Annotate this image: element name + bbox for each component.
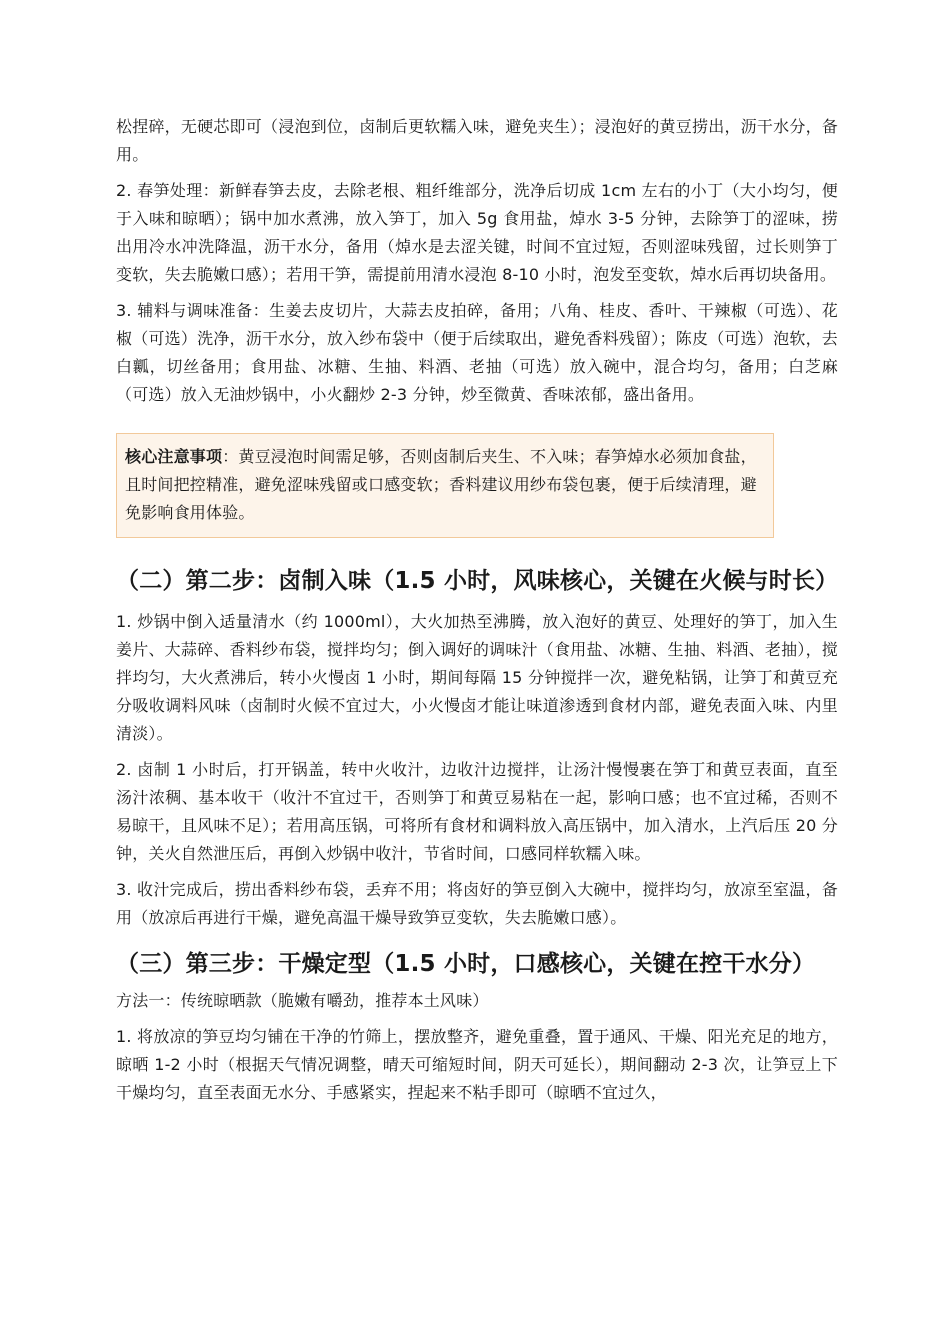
method-one-label: 方法一：传统晾晒款（脆嫩有嚼劲，推荐本土风味） bbox=[116, 991, 489, 1010]
section-2-step-3: 3. 收汁完成后，捞出香料纱布袋，丢弃不用；将卤好的笋豆倒入大碗中，搅拌均匀，放凉至室温，备用（放凉后再进行干燥，避免高温干燥导致笋豆变软，失去脆嫩口感）。 bbox=[116, 880, 838, 927]
paragraph-seasoning-prep: 3. 辅料与调味准备：生姜去皮切片，大蒜去皮拍碎，备用；八角、桂皮、香叶、干辣椒（可选）、花椒（可选）洗净，沥干水分，放入纱布袋中（便于后续取出，避免香料残留）；陈皮（可选）泡软，去白瓤，切丝备用；食用盐、冰糖、生抽、料酒、老抽（可选）放入碗中，混合均匀，备用；白芝麻（可选）放入无油炒锅中，小火翻炒 2-3 分钟，炒至微黄、香味浓郁，盛出备用。 bbox=[116, 301, 838, 404]
key-notes-text: ：黄豆浸泡时间需足够，否则卤制后夹生、不入味；春笋焯水必须加食盐，且时间把控精准，避免涩味残留或口感变软；香料建议用纱布袋包裹，便于后续清理，避免影响食用体验。 bbox=[125, 447, 757, 522]
section-2-step-2: 2. 卤制 1 小时后，打开锅盖，转中火收汁，边收汁边搅拌，让汤汁慢慢裹在笋丁和黄豆表面，直至汤汁浓稠、基本收干（收汁不宜过干，否则笋丁和黄豆易粘在一起，影响口感；也不宜过稀，否则不易晾干，且风味不足）；若用高压锅，可将所有食材和调料放入高压锅中，加入清水，上汽后压 20 分钟，关火自然泄压后，再倒入炒锅中收汁，节省时间，口感同样软糯入味。 bbox=[116, 760, 838, 863]
section-3-step-1: 1. 将放凉的笋豆均匀铺在干净的竹筛上，摆放整齐，避免重叠，置于通风、干燥、阳光充足的地方，晾晒 1-2 小时（根据天气情况调整，晴天可缩短时间，阴天可延长），期间翻动 2-3 次，让笋豆上下干燥均匀，直至表面无水分、手感紧实，捏起来不粘手即可（晾晒不宜过久， bbox=[116, 1027, 838, 1102]
section-2-heading: （二）第二步：卤制入味（1.5 小时，风味核心，关键在火候与时长） bbox=[116, 568, 839, 594]
section-2-step-1: 1. 炒锅中倒入适量清水（约 1000ml），大火加热至沸腾，放入泡好的黄豆、处理好的笋丁，加入生姜片、大蒜碎、香料纱布袋，搅拌均匀；倒入调好的调味汁（食用盐、冰糖、生抽、料酒、老抽），搅拌均匀，大火煮沸后，转小火慢卤 1 小时，期间每隔 15 分钟搅拌一次，避免粘锅，让笋丁和黄豆充分吸收调料风味（卤制时火候不宜过大，小火慢卤才能让味道渗透到食材内部，避免表面入味、内里清淡）。 bbox=[116, 612, 838, 743]
paragraph-bamboo-shoot-prep: 2. 春笋处理：新鲜春笋去皮，去除老根、粗纤维部分，洗净后切成 1cm 左右的小丁（大小均匀，便于入味和晾晒）；锅中加水煮沸，放入笋丁，加入 5g 食用盐，焯水 3-5 分钟，去除笋丁的涩味，捞出用冷水冲洗降温，沥干水分，备用（焯水是去涩关键，时间不宜过短，否则涩味残留，过长则笋丁变软，失去脆嫩口感）；若用干笋，需提前用清水浸泡 8-10 小时，泡发至变软，焯水后再切块备用。 bbox=[116, 181, 838, 284]
document-page bbox=[116, 113, 838, 1115]
key-notes-title: 核心注意事项 bbox=[125, 447, 223, 466]
section-3-heading: （三）第三步：干燥定型（1.5 小时，口感核心，关键在控干水分） bbox=[116, 951, 816, 977]
key-notes-box bbox=[116, 433, 774, 538]
paragraph-soybean-soak-end: 松捏碎，无硬芯即可（浸泡到位，卤制后更软糯入味，避免夹生）；浸泡好的黄豆捞出，沥干水分，备用。 bbox=[116, 117, 838, 164]
